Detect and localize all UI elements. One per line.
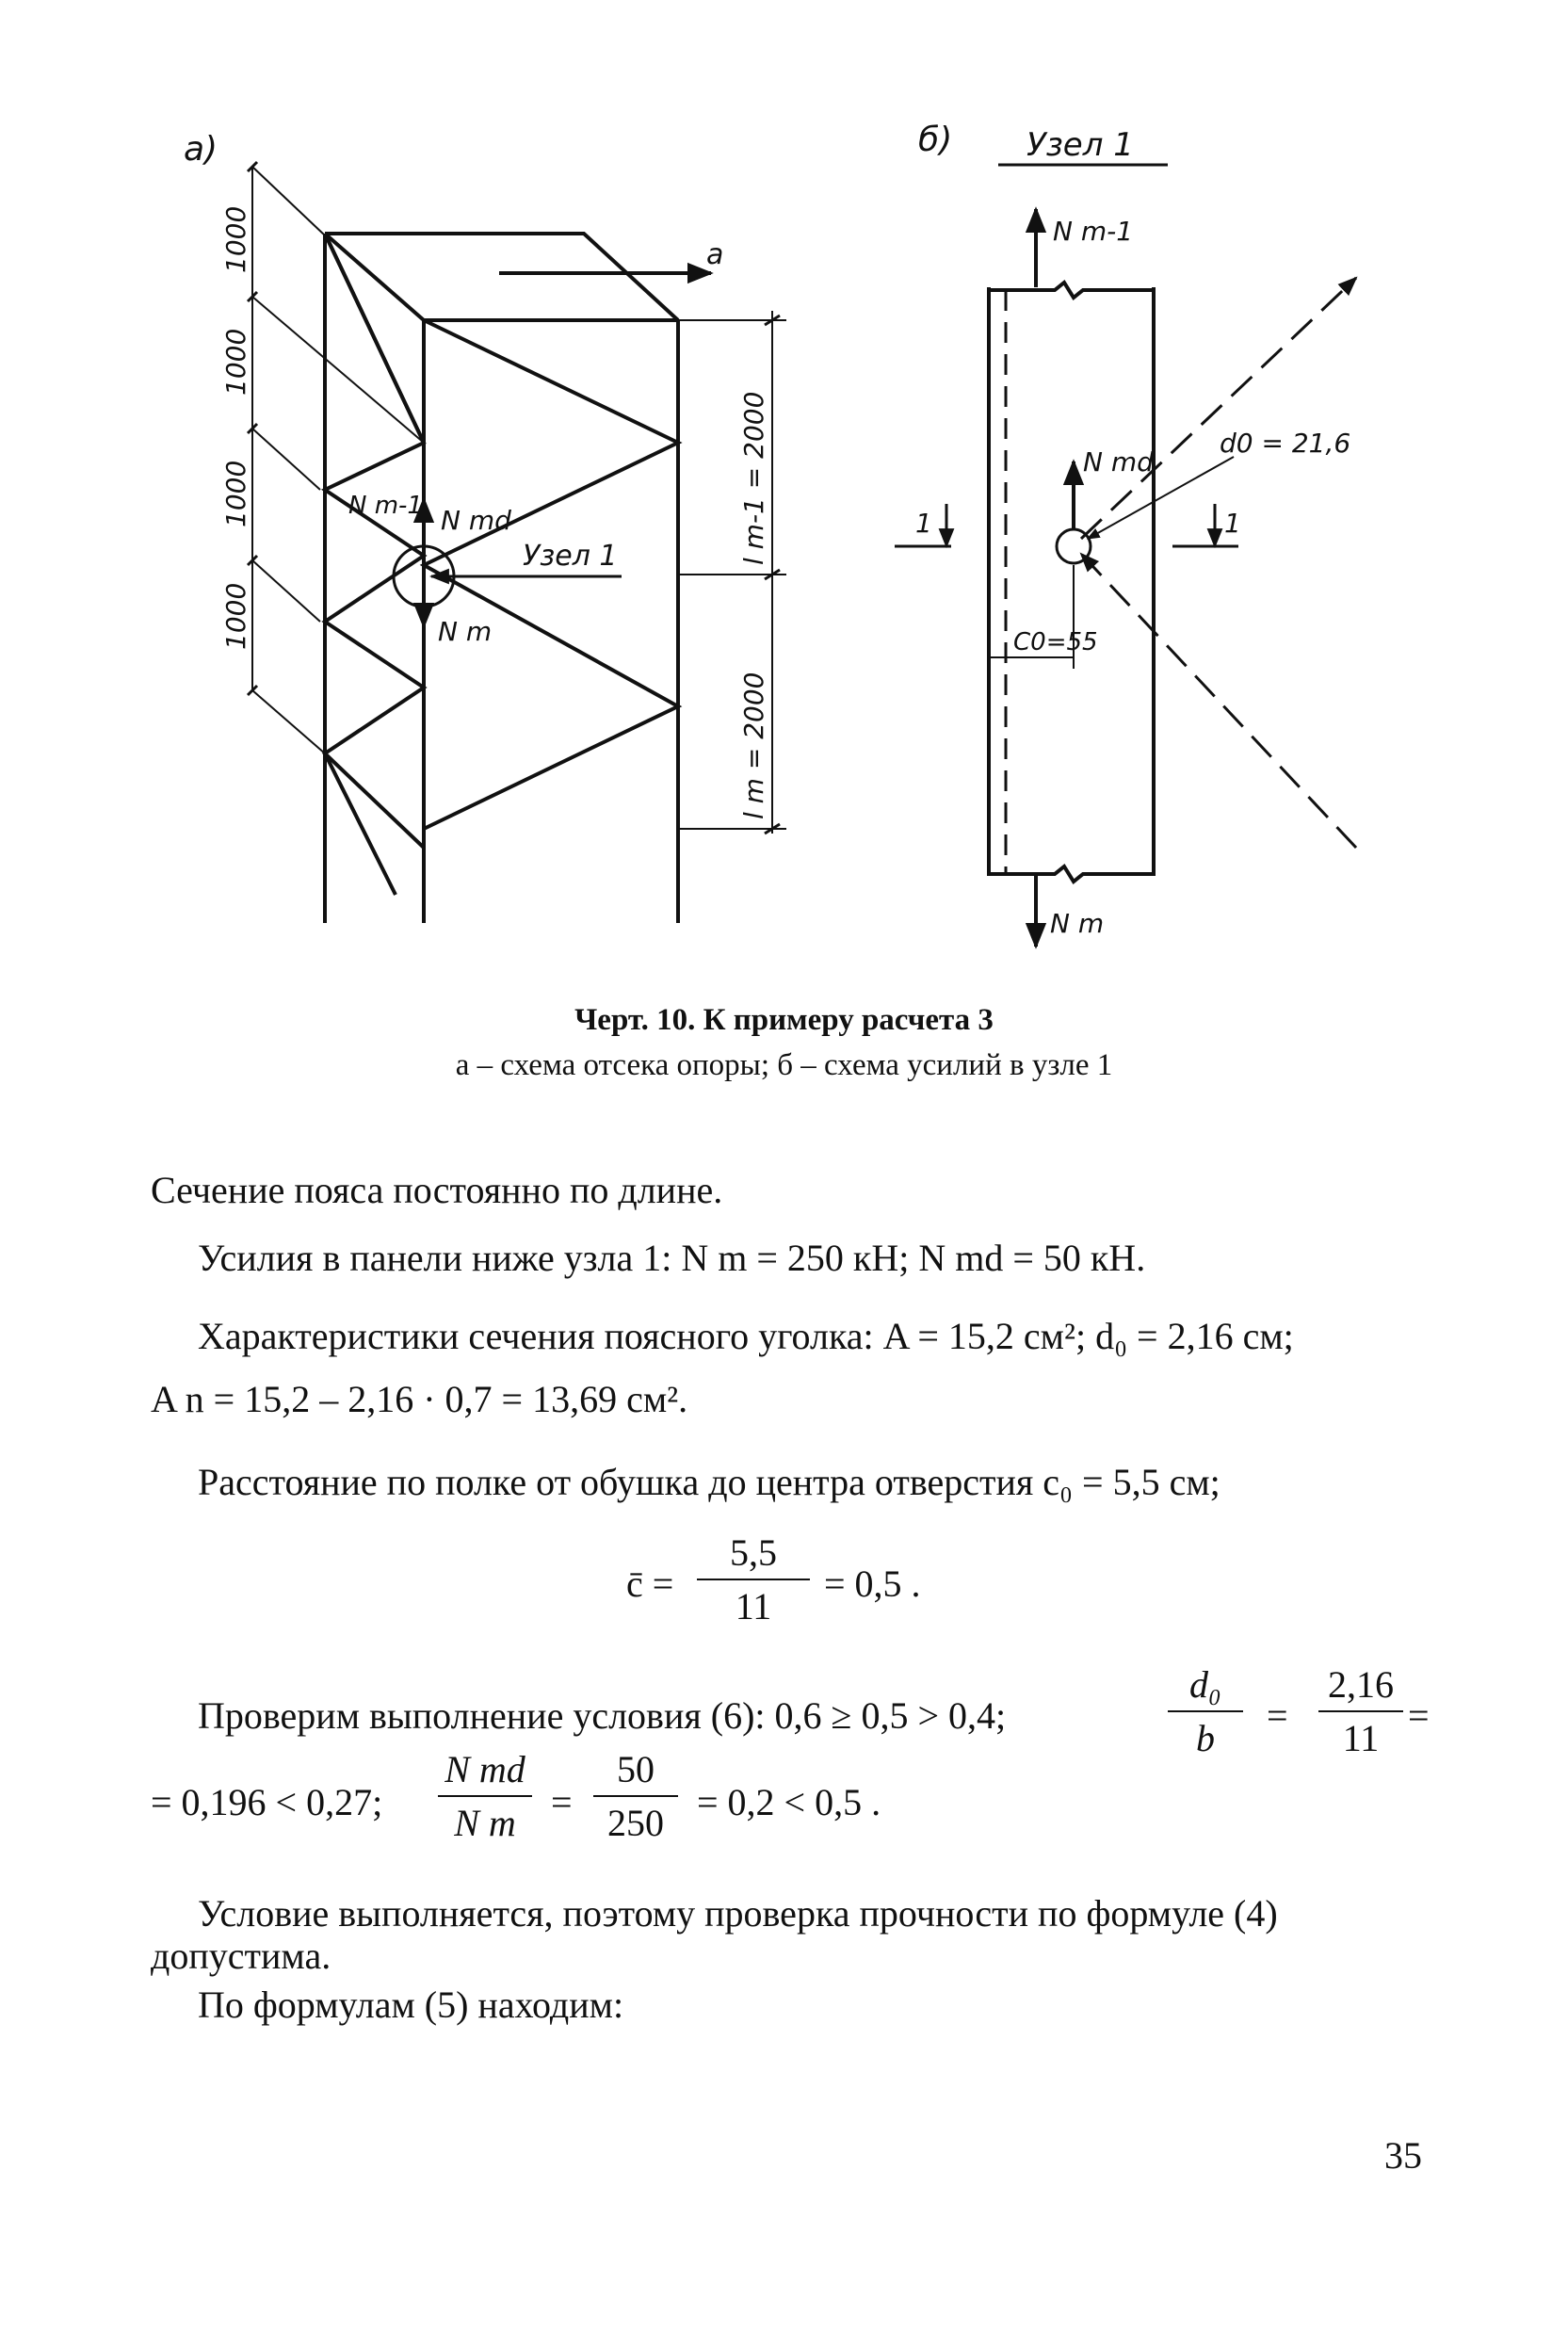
eq-c-lhs: c̄ = [626,1563,674,1605]
dim-1000-2: 1000 [220,328,251,396]
fraction-c-numerator: 5,5 [730,1531,777,1574]
fraction-216-11 [1318,1662,1403,1760]
equals-2: = [1408,1694,1430,1737]
figure-caption-title: Черт. 10. К примеру расчета 3 [574,1003,994,1037]
fraction-c-denominator: 11 [735,1585,772,1627]
label-arrow-a: a [706,238,724,271]
paragraph-7b: = 0,2 < 0,5 . [697,1781,881,1823]
page-number: 35 [1384,2134,1422,2177]
panel-a-label: a) [184,130,218,169]
fraction-Nmd-Nm [438,1747,532,1845]
dim-l-m: l m = 2000 [738,672,769,819]
paragraph-10: По формулам (5) находим: [198,1984,624,2026]
paragraph-7a: = 0,196 < 0,27; [151,1781,383,1823]
paragraph-1: Сечение пояса постоянно по длине. [151,1169,723,1211]
fraction-Nmd-numerator: N md [445,1748,525,1790]
equals-1: = [1267,1694,1288,1737]
panel-b-label: б) [918,121,953,159]
dim-1000-3: 1000 [220,460,251,527]
fraction-c [697,1530,810,1628]
label-N-m-b: N m [1050,908,1105,939]
panel-b-title: Узел 1 [1026,126,1134,164]
fraction-250-denominator: 250 [607,1802,664,1844]
dim-l-m-1: l m-1 = 2000 [738,391,769,565]
dim-1000-1: 1000 [220,205,251,273]
panel-a-dimensions [678,311,786,834]
eq-c-rhs: = 0,5 . [824,1563,921,1605]
fraction-216-numerator: 2,16 [1328,1663,1394,1706]
diagonal-force-up [1081,278,1356,539]
paragraph-5: Расстояние по полке от обушка до центра отверстия c₀ = 5,5 см; [198,1461,1220,1503]
paragraph-8: Условие выполняется, поэтому проверка прочности по формуле (4) [198,1892,1278,1935]
fraction-11-denominator: 11 [1342,1717,1380,1759]
fraction-d0-numerator: d₀ [1189,1663,1221,1706]
fraction-50-250 [593,1747,678,1845]
fraction-d0-b [1168,1662,1243,1760]
diagonal-force-down [1081,554,1356,848]
fraction-50-numerator: 50 [617,1748,655,1790]
label-N-md-b: N md [1083,446,1154,478]
label-c0: C0=55 [1013,628,1098,656]
fraction-b-denominator: b [1196,1717,1215,1759]
label-N-m-1-b: N m-1 [1053,216,1134,247]
label-node-1-a: Узел 1 [523,540,618,573]
figure-caption-subtitle: а – схема отсека опоры; б – схема усилий в узле 1 [455,1048,1113,1082]
paragraph-2: Усилия в панели ниже узла 1: N m = 250 кН; N md = 50 кН. [198,1237,1146,1279]
label-N-m-a: N m [438,616,493,647]
figure-10 [0,0,1568,998]
fraction-Nm-denominator: N m [454,1802,516,1844]
label-N-m-1-a: N m-1 [348,492,423,520]
paragraph-4: A n = 15,2 – 2,16 · 0,7 = 13,69 см². [151,1378,688,1420]
paragraph-3: Характеристики сечения поясного уголка: A = 15,2 см²; d₀ = 2,16 см; [198,1315,1294,1357]
dim-1000-4: 1000 [220,582,251,650]
equals-3: = [551,1781,573,1823]
section-mark-right: 1 [1224,508,1241,539]
paragraph-9: допустима. [151,1935,331,1977]
paragraph-6: Проверим выполнение условия (6): 0,6 ≥ 0,5 > 0,4; [198,1694,1007,1737]
section-mark-left: 1 [915,508,932,539]
label-N-md-a: N md [441,505,511,536]
label-d0: d0 = 21,6 [1220,428,1351,459]
